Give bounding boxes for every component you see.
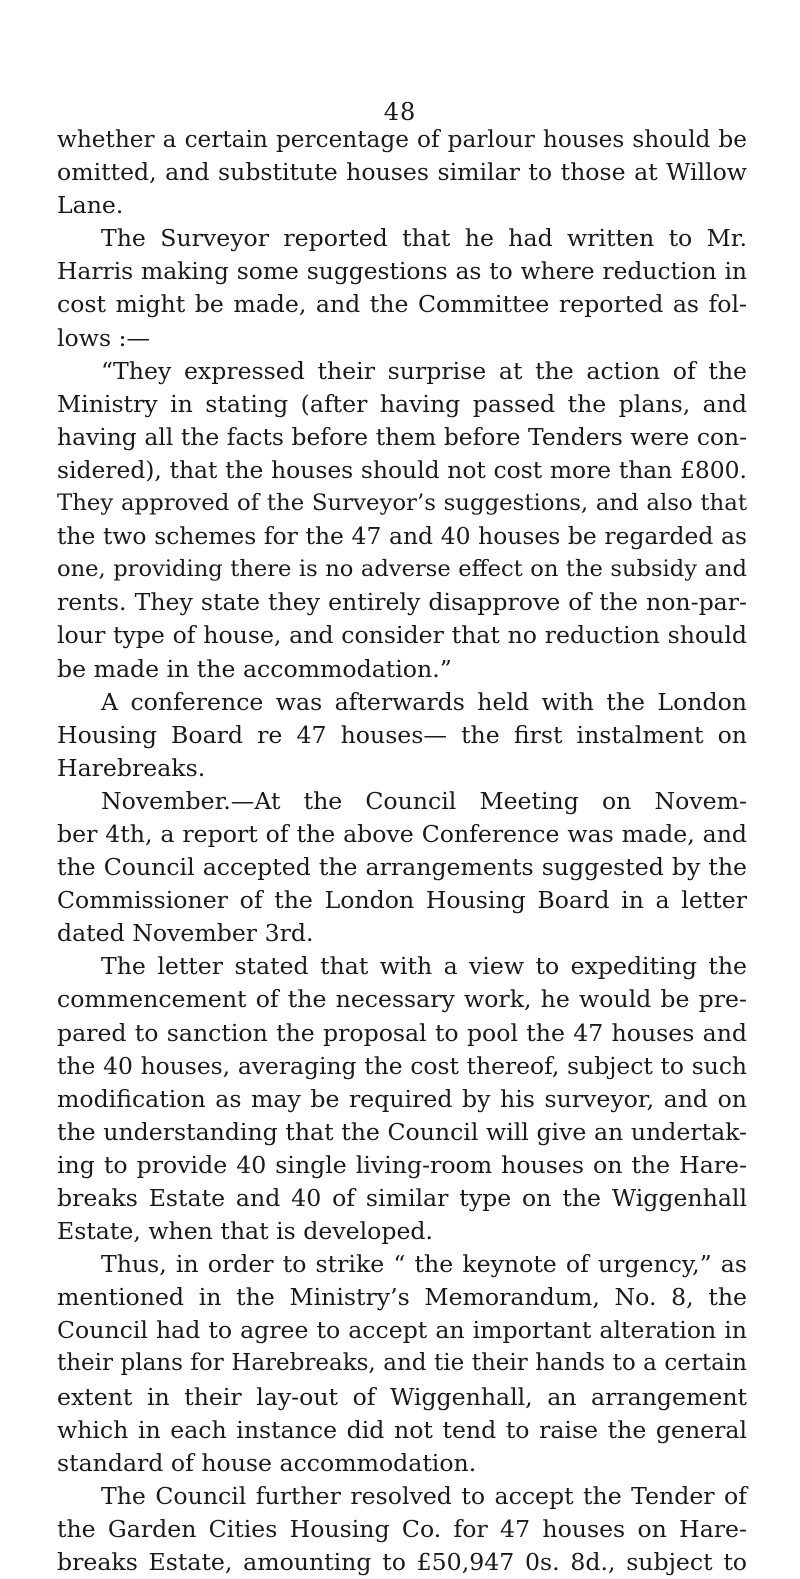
- text-line: modification as may be required by his surveyor, and on: [57, 1084, 747, 1113]
- text-line: ing to provide 40 single living-room houses on the Hare-: [57, 1150, 747, 1179]
- text-line: They approved of the Surveyor’s suggestions, and also that: [57, 490, 747, 517]
- text-line: one, providing there is no adverse effect on the subsidy and: [57, 556, 747, 583]
- text-line: Harris making some suggestions as to where reduction in: [57, 257, 747, 286]
- page-number: 48: [383, 98, 417, 126]
- text-line: The Council further resolved to accept the Tender of: [101, 1481, 747, 1510]
- text-line: the Council accepted the arrangements suggested by the: [57, 853, 747, 882]
- text-line: breaks Estate and 40 of similar type on the Wiggenhall: [57, 1184, 747, 1212]
- text-line: Commissioner of the London Housing Board in a letter: [57, 886, 747, 915]
- text-line: sidered), that the houses should not cost more than £800.: [57, 455, 747, 484]
- text-line: “They expressed their surprise at the action of the: [101, 356, 747, 385]
- text-line: November.—At the Council Meeting on Novem-: [101, 786, 747, 815]
- text-line: ber 4th, a report of the above Conference was made, and: [57, 819, 747, 848]
- text-line: Ministry in stating (after having passed the plans, and: [57, 389, 747, 418]
- text-line: cost might be made, and the Committee reported as fol-: [57, 290, 747, 319]
- text-line: dated November 3rd.: [57, 919, 314, 948]
- text-line: Housing Board re 47 houses— the first instalment on: [57, 720, 747, 749]
- text-line: lour type of house, and consider that no reduction should: [57, 621, 747, 650]
- text-line: lows :—: [57, 323, 151, 352]
- text-line: having all the facts before them before Tenders were con-: [57, 422, 747, 451]
- text-line: The Surveyor reported that he had written to Mr.: [101, 224, 747, 253]
- text-line: The letter stated that with a view to expediting the: [101, 952, 747, 981]
- text-line: whether a certain percentage of parlour houses should be: [57, 126, 747, 153]
- text-line: commencement of the necessary work, he would be pre-: [57, 985, 747, 1014]
- text-line: Council had to agree to accept an important alteration in: [57, 1316, 747, 1345]
- text-line: pared to sanction the proposal to pool the 47 houses and: [57, 1018, 747, 1047]
- text-line: A conference was afterwards held with the London: [101, 687, 747, 716]
- body-text: [57, 123, 747, 1579]
- text-line: the Garden Cities Housing Co. for 47 houses on Hare-: [57, 1514, 747, 1543]
- text-line: which in each instance did not tend to raise the general: [57, 1415, 747, 1444]
- text-line: their plans for Harebreaks, and tie their hands to a certain: [57, 1350, 747, 1377]
- text-line: Lane.: [57, 191, 124, 220]
- text-line: rents. They state they entirely disapprove of the non-par-: [57, 588, 747, 617]
- text-line: Harebreaks.: [57, 753, 206, 782]
- text-line: breaks Estate, amounting to £50,947 0s. 8d., subject to: [57, 1548, 747, 1577]
- text-line: extent in their lay-out of Wiggenhall, an arrangement: [57, 1382, 747, 1411]
- text-line: the two schemes for the 47 and 40 houses be regarded as: [57, 522, 747, 551]
- text-line: Thus, in order to strike “ the keynote of urgency,” as: [101, 1250, 747, 1279]
- text-line: standard of house accommodation.: [57, 1448, 477, 1477]
- text-line: be made in the accommodation.”: [57, 654, 452, 683]
- text-line: omitted, and substitute houses similar to those at Willow: [57, 158, 747, 187]
- text-line: the understanding that the Council will give an undertak-: [57, 1117, 747, 1146]
- text-line: the 40 houses, averaging the cost thereof, subject to such: [57, 1051, 747, 1080]
- text-line: mentioned in the Ministry’s Memorandum, No. 8, the: [57, 1283, 747, 1312]
- text-line: Estate, when that is developed.: [57, 1217, 434, 1246]
